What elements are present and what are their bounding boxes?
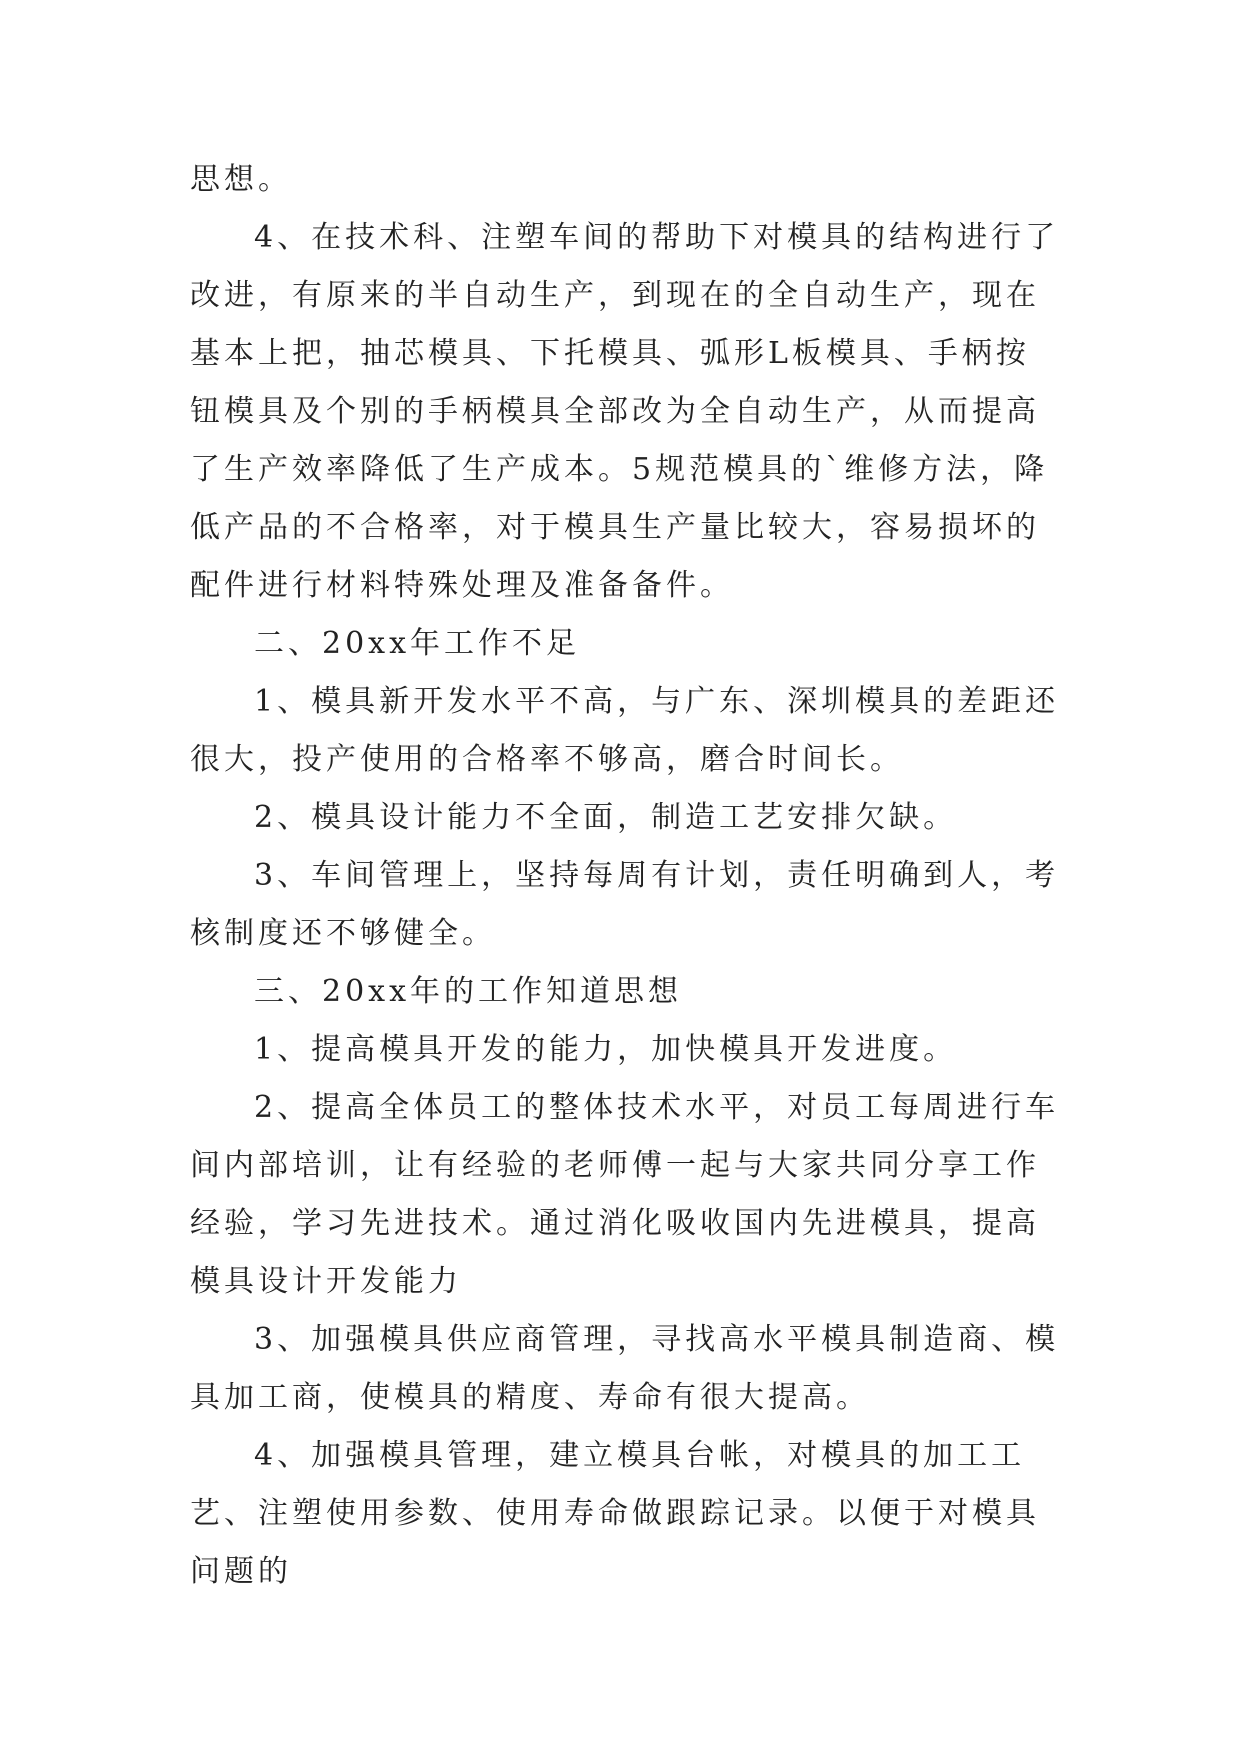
paragraph-shortcoming-1: 1、模具新开发水平不高，与广东、深圳模具的差距还很大，投产使用的合格率不够高，磨合时间长。 <box>190 684 1060 777</box>
paragraph-continuation: 思想。 <box>190 162 292 197</box>
paragraph-shortcoming-3: 3、车间管理上，坚持每周有计划，责任明确到人，考核制度还不够健全。 <box>190 858 1060 951</box>
paragraph-item-4-mold-improvement: 4、在技术科、注塑车间的帮助下对模具的结构进行了改进，有原来的半自动生产，到现在的全自动生产，现在基本上把，抽芯模具、下托模具、弧形L板模具、手柄按钮模具及个别的手柄模具全部改为全自动生产，从而提高了生产效率降低了生产成本。5规范模具的`维修方法，降低产品的不合格率，对于模具生产量比较大，容易损坏的配件进行材料特殊处理及准备备件。 <box>190 220 1060 603</box>
paragraph-guiding-1: 1、提高模具开发的能力，加快模具开发进度。 <box>254 1032 958 1067</box>
document-body <box>190 151 1060 1601</box>
section-heading-shortcomings: 二、20xx年工作不足 <box>254 626 581 661</box>
paragraph-shortcoming-2: 2、模具设计能力不全面，制造工艺安排欠缺。 <box>254 800 958 835</box>
paragraph-guiding-2: 2、提高全体员工的整体技术水平，对员工每周进行车间内部培训，让有经验的老师傅一起与大家共同分享工作经验，学习先进技术。通过消化吸收国内先进模具，提高模具设计开发能力 <box>190 1090 1060 1299</box>
section-heading-guiding-ideas: 三、20xx年的工作知道思想 <box>254 974 683 1009</box>
paragraph-guiding-4: 4、加强模具管理，建立模具台帐，对模具的加工工艺、注塑使用参数、使用寿命做跟踪记录。以便于对模具问题的 <box>190 1438 1040 1589</box>
paragraph-guiding-3: 3、加强模具供应商管理，寻找高水平模具制造商、模具加工商，使模具的精度、寿命有很大提高。 <box>190 1322 1060 1415</box>
